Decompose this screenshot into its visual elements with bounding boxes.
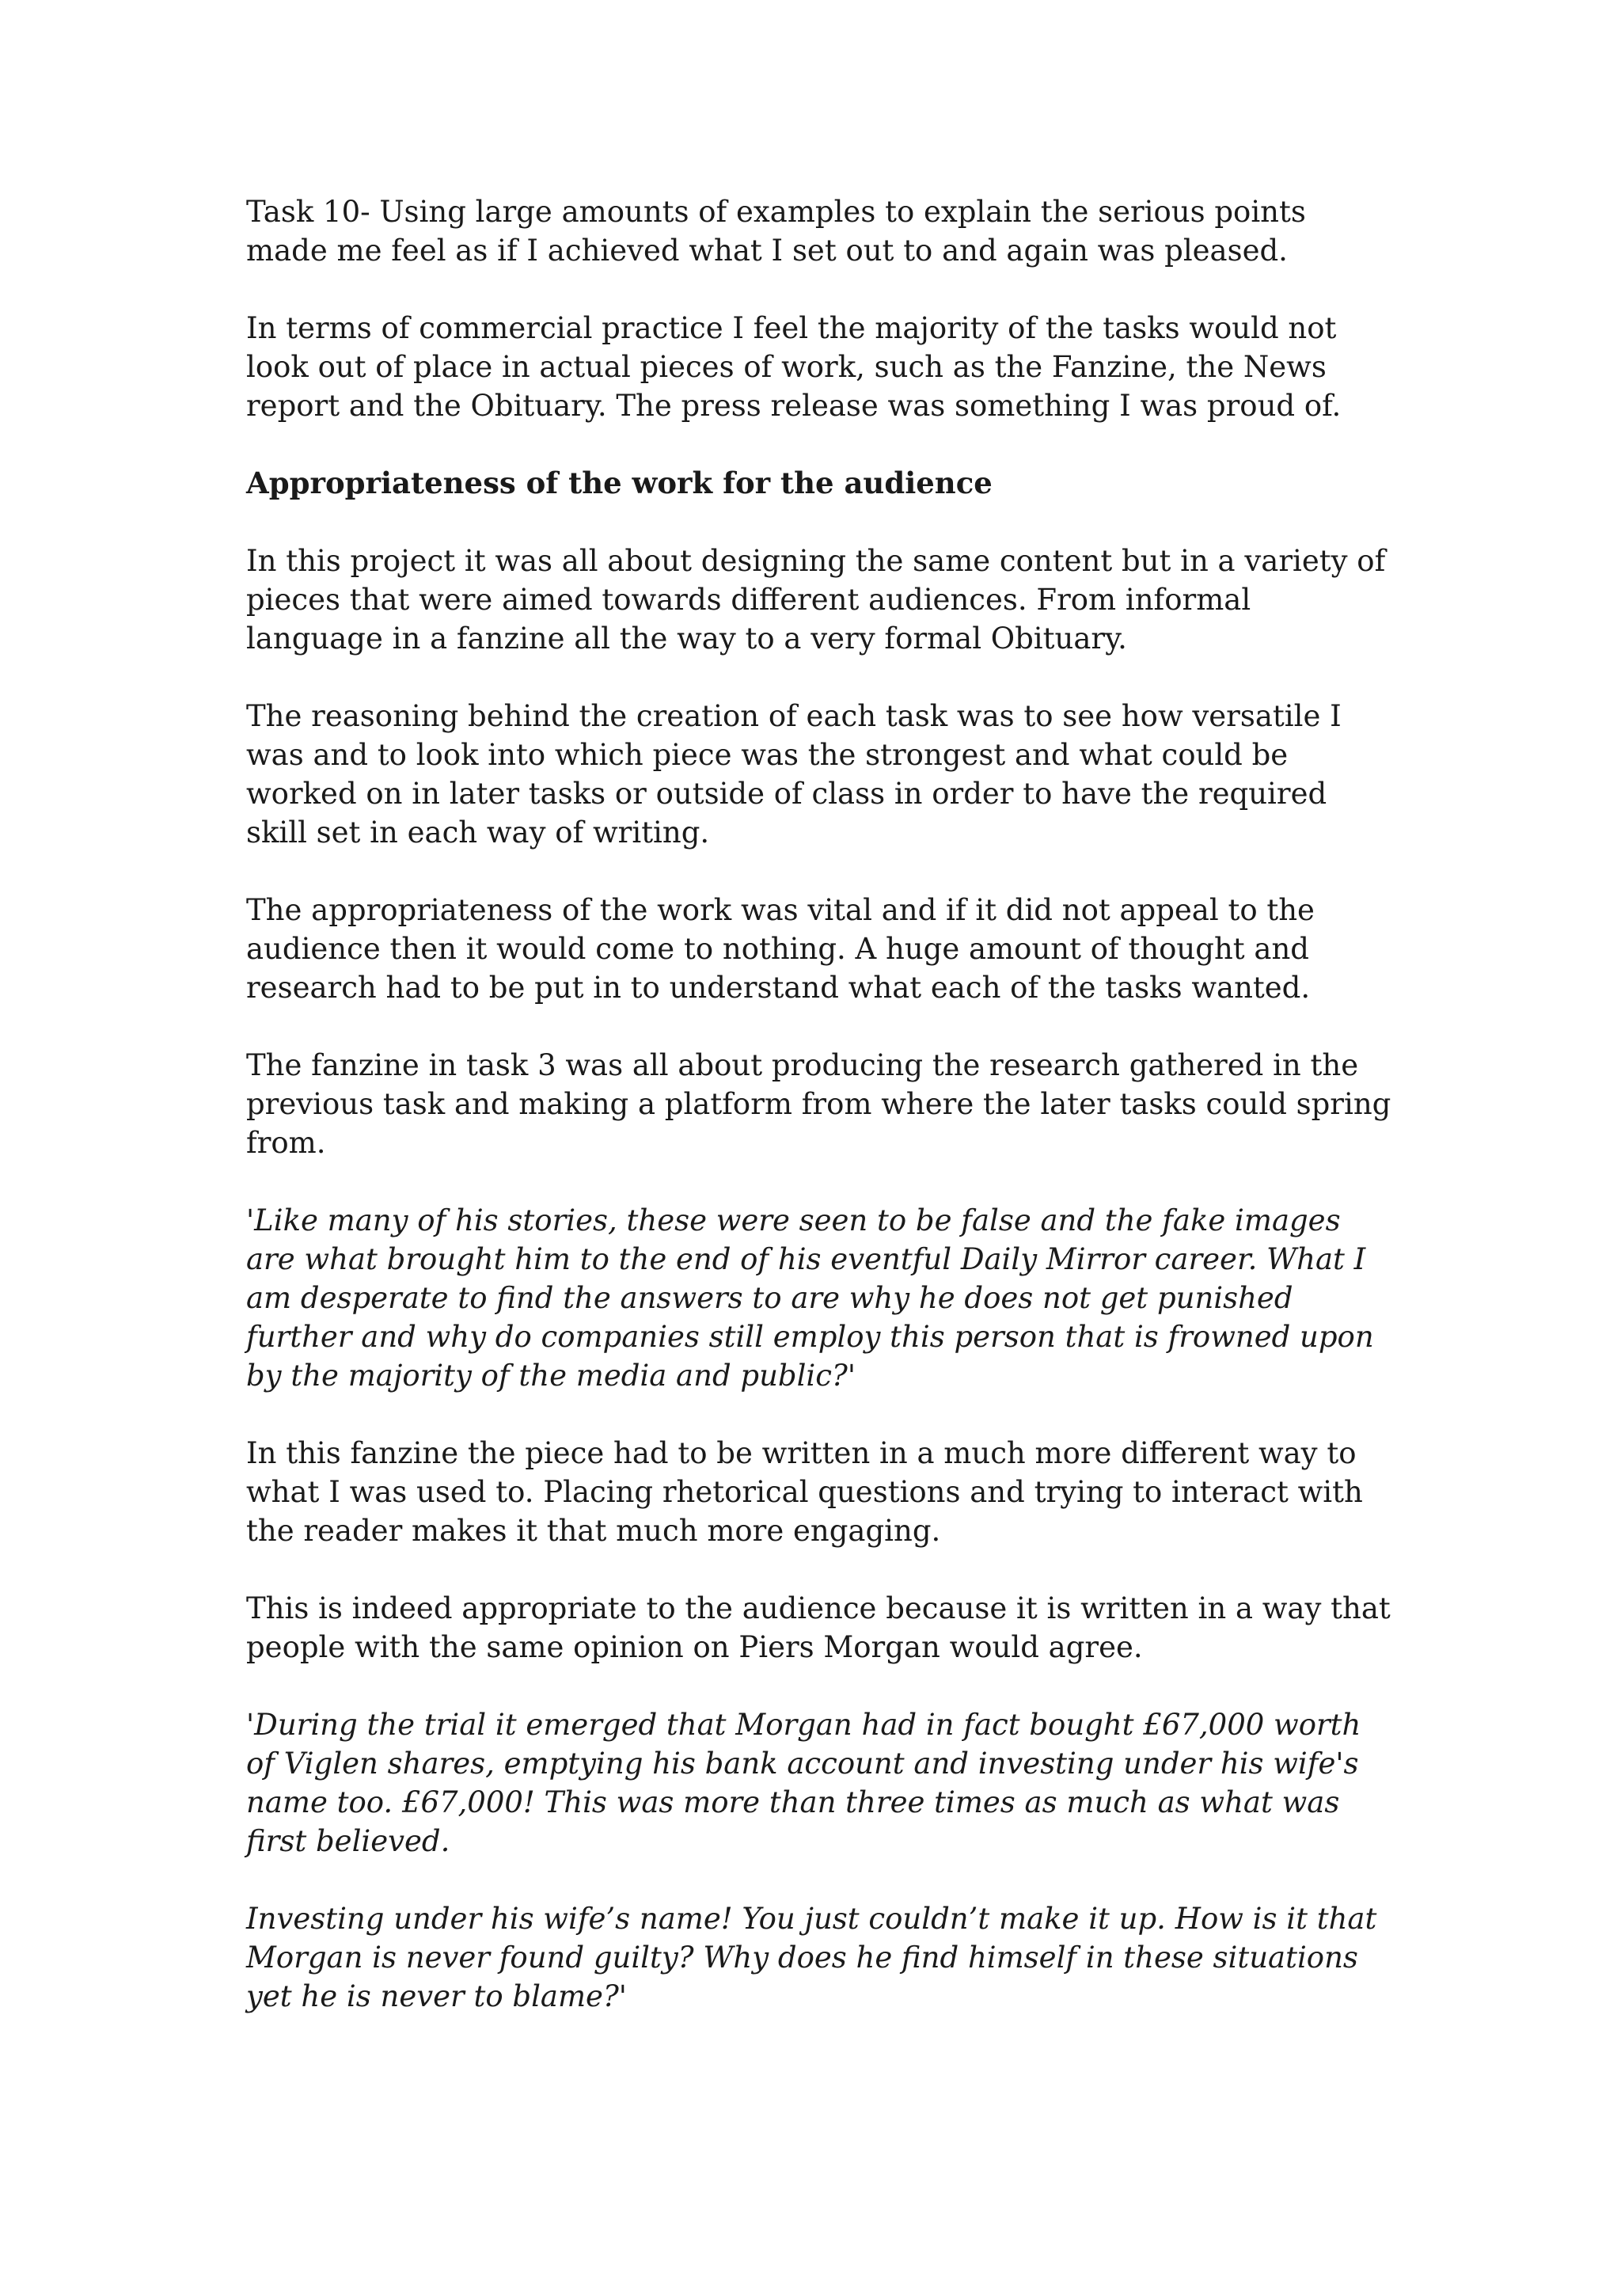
- quote-fanzine-excerpt-3: Investing under his wife’s name! You just couldn’t make it up. How is it that Morgan is never found guilty? Why does he find himself in these situations yet he is never to blame?': [246, 1902, 1377, 2013]
- paragraph-commercial-practice: In terms of commercial practice I feel the majority of the tasks would not look out of place in actual pieces of work, such as the Fanzine, the News report and the Obituary. The press release was something I was proud of.: [246, 311, 1342, 423]
- paragraph-appropriateness: The appropriateness of the work was vital and if it did not appeal to the audience then it would come to nothing. A huge amount of thought and research had to be put in to understand what each of the tasks wanted.: [246, 893, 1315, 1005]
- paragraph-audience-fit: This is indeed appropriate to the audience because it is written in a way that people with the same opinion on Piers Morgan would agree.: [246, 1591, 1391, 1664]
- section-heading: Appropriateness of the work for the audience: [246, 466, 993, 500]
- paragraph-fanzine-task-3: The fanzine in task 3 was all about producing the research gathered in the previous task and making a platform from where the later tasks could spring from.: [246, 1048, 1391, 1160]
- paragraph-project-overview: In this project it was all about designing the same content but in a variety of pieces that were aimed towards different audiences. From informal language in a fanzine all the way to a very formal Obituary.: [246, 544, 1386, 656]
- quote-fanzine-excerpt-2: 'During the trial it emerged that Morgan had in fact bought £67,000 worth of Viglen shares, emptying his bank account and investing under his wife's name too. £67,000! This was more than three times as much as what was first believed.: [246, 1708, 1361, 1858]
- paragraph-task-10: Task 10- Using large amounts of examples to explain the serious points made me feel as if I achieved what I set out to and again was pleased.: [246, 195, 1306, 268]
- document-body: [246, 192, 1395, 2055]
- quote-fanzine-excerpt-1: 'Like many of his stories, these were seen to be false and the fake images are what brought him to the end of his eventful Daily Mirror career. What I am desperate to find the answers to are why he does not get punished further and why do companies still employ this person that is frowned upon by the majority of the media and public?': [246, 1203, 1374, 1393]
- paragraph-reasoning: The reasoning behind the creation of each task was to see how versatile I was and to look into which piece was the strongest and what could be worked on in later tasks or outside of class in order to have the required skill set in each way of writing.: [246, 699, 1342, 850]
- paragraph-fanzine-style: In this fanzine the piece had to be written in a much more different way to what I was used to. Placing rhetorical questions and trying to interact with the reader makes it that much more engaging.: [246, 1436, 1363, 1548]
